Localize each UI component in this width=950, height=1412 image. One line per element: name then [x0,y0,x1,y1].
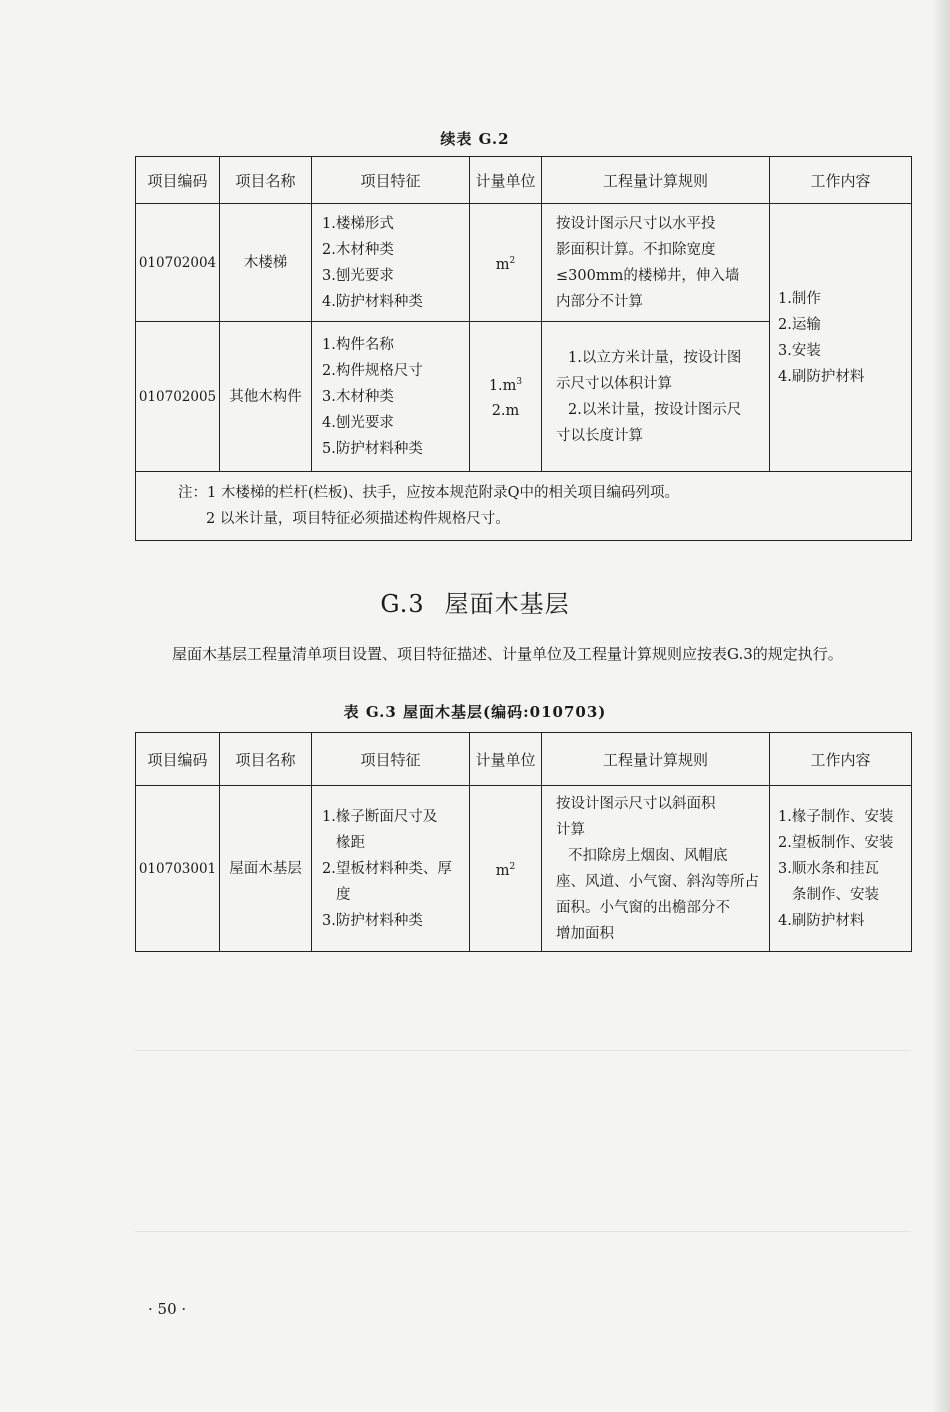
rule-line: 内部分不计算 [556,293,643,310]
page-number: · 50 · [148,1300,187,1318]
table-notes [136,472,912,541]
item-features [312,322,470,472]
unit-sup: 2 [509,861,516,872]
table-g2-header-row [136,157,912,204]
item-name: 其他木构件 [220,322,312,472]
table-row [136,786,912,952]
item-unit [470,204,542,322]
unit-sup: 3 [516,376,523,387]
feature-line: 椽距 [336,834,365,851]
table-g3 [135,732,912,952]
item-code: 010702004 [136,204,220,322]
item-rules [542,322,770,472]
item-code: 010702005 [136,322,220,472]
item-code: 010703001 [136,786,220,952]
item-name: 屋面木基层 [220,786,312,952]
rule-line: 面积。小气窗的出檐部分不 [556,899,730,916]
item-rules [542,204,770,322]
unit-line [470,369,541,399]
feature-line: 3.木材种类 [322,388,394,405]
work-line: 2.运输 [778,316,821,333]
item-rules [542,786,770,952]
table-note-row [136,472,912,541]
header-rules: 工程量计算规则 [542,157,770,204]
note-line: 2 以米计量，项目特征必须描述构件规格尺寸。 [206,511,510,527]
rule-line: ≤300mm的楼梯井，伸入墙 [556,267,740,284]
header-features: 项目特征 [312,733,470,786]
work-line: 2.望板制作、安装 [778,834,894,851]
section-title: 屋面木基层 [444,590,570,618]
header-features: 项目特征 [312,157,470,204]
header-name: 项目名称 [220,157,312,204]
header-code: 项目编码 [136,157,220,204]
header-work: 工作内容 [770,733,912,786]
rule-line: 计算 [556,821,585,838]
header-name: 项目名称 [220,733,312,786]
item-unit [470,322,542,472]
show-through-area [135,1050,911,1232]
unit-base: 1.m [488,377,517,394]
rule-line: 按设计图示尺寸以水平投 [556,215,716,232]
section-heading [0,584,950,619]
work-line: 1.制作 [778,290,821,307]
rule-line: 不扣除房上烟囱、风帽底 [568,847,728,864]
header-work: 工作内容 [770,157,912,204]
item-work [770,786,912,952]
table-g3-header-row [136,733,912,786]
feature-line: 1.楼梯形式 [322,215,394,232]
header-rules: 工程量计算规则 [542,733,770,786]
feature-line: 3.防护材料种类 [322,912,423,929]
work-line: 3.顺水条和挂瓦 [778,860,879,877]
feature-line: 3.刨光要求 [322,267,394,284]
section-paragraph: 屋面木基层工程量清单项目设置、项目特征描述、计量单位及工程量计算规则应按表G.3的规定执行。 [172,645,843,663]
item-features [312,204,470,322]
table-row [136,204,912,322]
work-line: 4.刷防护材料 [778,368,865,385]
unit-base: m [495,862,510,879]
item-name: 木楼梯 [220,204,312,322]
rule-line: 座、风道、小气窗、斜沟等所占 [556,873,759,890]
item-unit [470,786,542,952]
feature-line: 2.木材种类 [322,241,394,258]
rule-line: 示尺寸以体积计算 [556,375,672,392]
unit-base: m [495,256,510,273]
rule-line: 2.以米计量，按设计图示尺 [568,401,742,418]
item-features [312,786,470,952]
header-unit: 计量单位 [470,157,542,204]
table-g3-caption: 表 G.3 屋面木基层(编码:010703) [343,703,607,721]
feature-line: 1.椽子断面尺寸及 [322,808,438,825]
work-line: 1.椽子制作、安装 [778,808,894,825]
feature-line: 5.防护材料种类 [322,440,423,457]
table-g2 [135,156,912,541]
rule-line: 按设计图示尺寸以斜面积 [556,795,716,812]
feature-line: 度 [336,886,351,903]
rule-line: 寸以长度计算 [556,427,643,444]
feature-line: 1.构件名称 [322,336,394,353]
unit-sup: 2 [509,255,516,266]
work-line: 4.刷防护材料 [778,912,865,929]
header-unit: 计量单位 [470,733,542,786]
table-g2-caption: 续表 G.2 [440,130,510,148]
feature-line: 2.望板材料种类、厚 [322,860,452,877]
section-number: G.3 [380,590,425,618]
item-work [770,204,912,472]
rule-line: 1.以立方米计量，按设计图 [568,349,742,366]
note-line: 注：1 木楼梯的栏杆(栏板)、扶手，应按本规范附录Q中的相关项目编码列项。 [178,485,680,501]
rule-line: 影面积计算。不扣除宽度 [556,241,716,258]
work-line: 条制作、安装 [792,886,879,903]
unit-line: 2.m [491,403,520,420]
feature-line: 2.构件规格尺寸 [322,362,423,379]
feature-line: 4.刨光要求 [322,414,394,431]
feature-line: 4.防护材料种类 [322,293,423,310]
header-code: 项目编码 [136,733,220,786]
rule-line: 增加面积 [556,925,614,942]
work-line: 3.安装 [778,342,821,359]
